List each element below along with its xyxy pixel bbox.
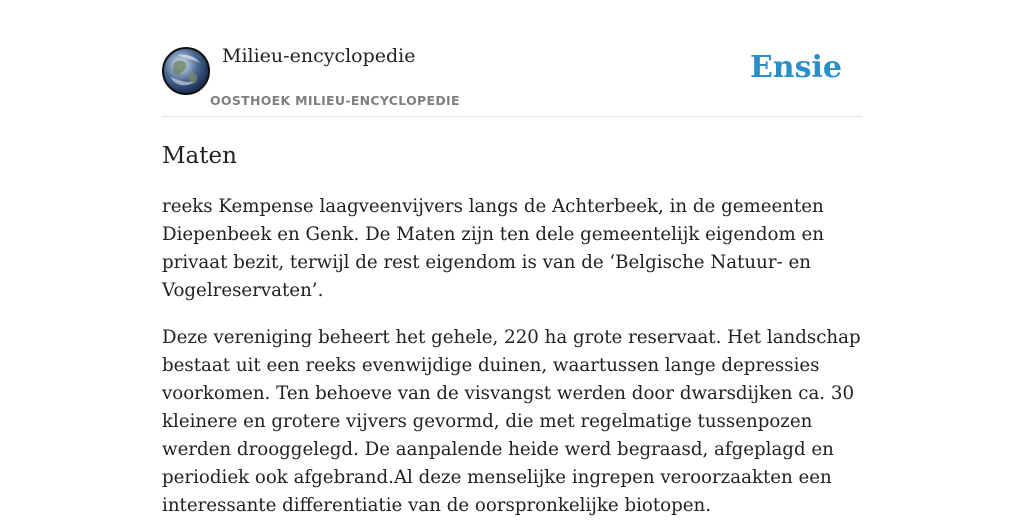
site-subtitle[interactable]: OOSTHOEK MILIEU-ENCYCLOPEDIE — [210, 93, 460, 108]
page — [162, 0, 862, 520]
earth-globe-icon[interactable] — [162, 47, 210, 95]
site-header — [162, 0, 862, 117]
brand-logo[interactable]: Ensie — [749, 50, 842, 85]
article-body — [162, 193, 862, 520]
article-title: Maten — [162, 143, 237, 169]
article-paragraph: Deze vereniging beheert het gehele, 220 ha grote reservaat. Het landschap bestaat uit een reeks evenwijdige duinen, waartussen lange depressies voorkomen. Ten behoeve van de visvangst werden door dwarsdijken ca. 30 kleinere en grotere vijvers gevormd, die met regelmatige tussenpozen werden drooggelegd. De aanpalende heide werd begraasd, afgeplagd en periodiek ook afgebrand.Al deze menselijke ingrepen veroorzaakten een interessante differentiatie van de oorspronkelijke biotopen. — [162, 327, 861, 516]
article-paragraph: reeks Kempense laagveenvijvers langs de Achterbeek, in de gemeenten Diepenbeek en Genk. De Maten zijn ten dele gemeentelijk eigendom en privaat bezit, terwijl de rest eigendom is van de ‘Belgische Natuur- en Vogelreservaten’. — [162, 196, 824, 301]
site-title[interactable]: Milieu-encyclopedie — [222, 45, 416, 67]
